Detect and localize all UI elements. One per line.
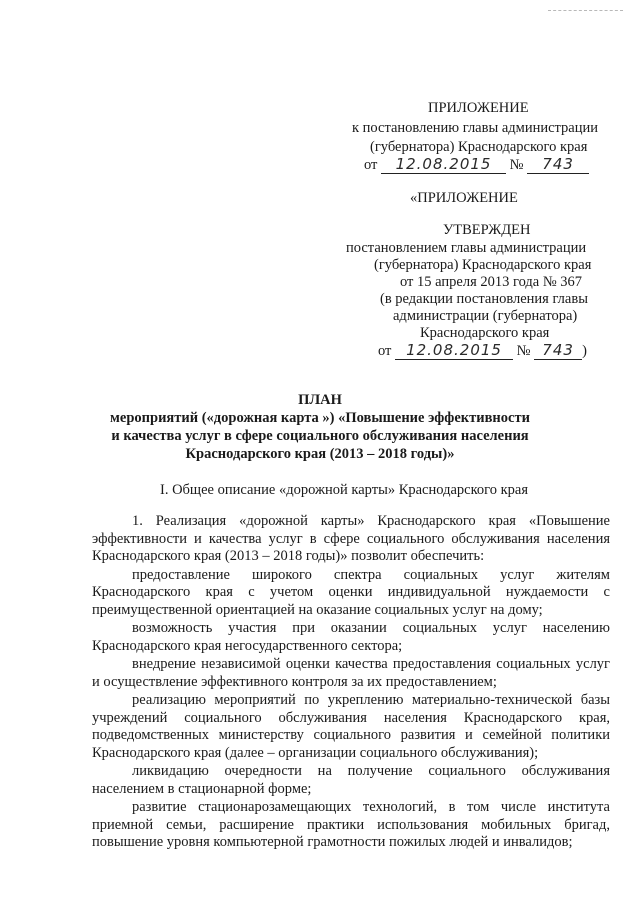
plan-heading: ПЛАН [298,392,342,408]
paragraph: возможность участия при оказании социальных услуг населению Краснодарского края негосударственного сектора; [92,620,610,654]
handwritten-number: 743 [534,342,582,360]
from-label: от [364,157,378,173]
approved-date-line [378,342,587,360]
paragraph: 1. Реализация «дорожной карты» Краснодарского края «Повышение эффективности и качества услуг в сфере социального обслуживания населения Краснодарского края (2013 – 2018 годы)» позволит обеспечить: [92,513,610,564]
approved-line-3: от 15 апреля 2013 года № 367 [400,274,583,290]
paragraph: ликвидацию очередности на получение социального обслуживания населением в стационарной форме; [92,763,610,797]
paragraph: внедрение независимой оценки качества предоставления социальных услуг и осуществление эффективного контроля за их предоставлением; [92,656,610,690]
approved-line-1: постановлением главы администрации [346,240,587,256]
from-label: от [378,343,392,359]
appendix-title: ПРИЛОЖЕНИЕ [428,100,529,116]
appendix-line-decree: к постановлению главы администрации [352,120,599,136]
appendix-quoted-title: «ПРИЛОЖЕНИЕ [410,190,518,206]
approved-title: УТВЕРЖДЕН [443,222,531,238]
handwritten-number: 743 [527,156,589,174]
approved-line-4: (в редакции постановления главы [380,291,588,307]
number-label: № [516,343,531,359]
paragraph: предоставление широкого спектра социальных услуг жителям Краснодарского края с учетом оценки индивидуальной нуждаемости с преимущественной ориентацией на оказание социальных услуг на дому; [92,566,610,618]
handwritten-date: 12.08.2015 [381,156,506,174]
document-body [92,513,610,852]
paragraph: развитие стационарозамещающих технологий, в том числе института приемной семьи, расширение практики использования мобильных бригад, повышение уровня компьютерной грамотности пожилых людей и инвалидов; [92,799,610,850]
plan-subtitle-line-1: мероприятий («дорожная карта ») «Повышение эффективности [110,410,530,426]
paragraph: реализацию мероприятий по укреплению материально-технической базы учреждений социального обслуживания населения Краснодарского края, подведомственных министерству социального развития и семейной политики Краснодарского края (далее – организации социального обслуживания); [92,692,610,761]
plan-subtitle-line-3: Краснодарского края (2013 – 2018 годы)» [185,446,455,462]
approved-line-6: Краснодарского края [420,325,550,341]
number-label: № [509,157,524,173]
handwritten-date: 12.08.2015 [395,342,513,360]
scan-mark [548,10,623,14]
closing-paren: ) [582,343,587,359]
appendix-line-governor: (губернатора) Краснодарского края [370,139,588,155]
approved-line-2: (губернатора) Краснодарского края [374,257,592,273]
plan-subtitle-line-2: и качества услуг в сфере социального обслуживания населения [111,428,529,444]
approved-line-5: администрации (губернатора) [393,308,578,324]
appendix-date-line [364,156,589,174]
section-heading: I. Общее описание «дорожной карты» Краснодарского края [160,482,528,498]
